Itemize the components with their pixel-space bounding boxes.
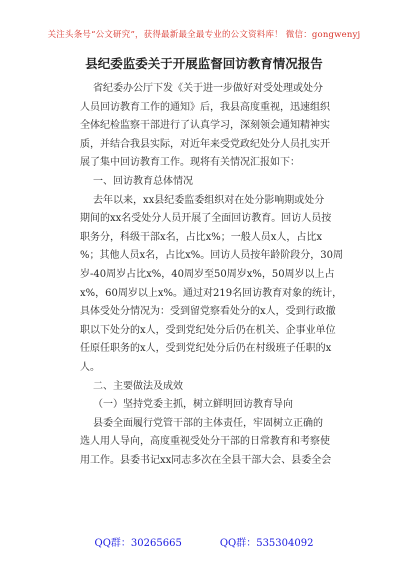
paragraph-line: 质，并结合我县实际，对近年来受党政纪处分人员扎实开 bbox=[80, 138, 330, 150]
document-title: 县纪委监委关于开展监督回访教育情况报告 bbox=[85, 56, 323, 71]
paragraph-line: 期间的xx名受处分人员开展了全面回访教育。回访人员按 bbox=[80, 213, 332, 225]
paragraph-line: x%，60周岁以上x%。通过对219名回访教育对象的统计， bbox=[80, 287, 343, 299]
subsection-heading: （一）坚持党委主抓，树立鲜明回访教育导向 bbox=[93, 399, 293, 411]
paragraph-line: 用工作。县委书记xx同志多次在全县干部大会、县委全会 bbox=[80, 454, 332, 466]
paragraph-line: %；其他人员x名，占比x%。回访人员按年龄阶段分，30周 bbox=[80, 250, 344, 262]
section-heading: 二、主要做法及成效 bbox=[93, 380, 183, 392]
paragraph-line: 选人用人导向，高度重视受处分干部的日常教育和考察使 bbox=[80, 436, 330, 448]
qq-group-2: QQ群：535304092 bbox=[219, 538, 314, 549]
paragraph-line: 岁-40周岁占比x%，40周岁至50周岁x%，50周岁以上占 bbox=[80, 268, 335, 280]
paragraph-line: 职务分，科级干部x名，占比x%；一般人员x人，占比x bbox=[80, 231, 323, 243]
paragraph-line: 人员回访教育工作的通知》后，我县高度重视，迅速组织 bbox=[80, 101, 330, 113]
section-heading: 一、回访教育总体情况 bbox=[93, 175, 193, 187]
paragraph-line: 展了集中回访教育工作。现将有关情况汇报如下： bbox=[80, 157, 300, 169]
paragraph-line: 任原任职务的x人，受到党纪处分后仍在村级班子任职的x bbox=[80, 343, 332, 355]
paragraph-line: 县委全面履行党管干部的主体责任，牢固树立正确的 bbox=[93, 417, 323, 429]
paragraph-line: 去年以来，xx县纪委监委组织对在处分影响期或处分 bbox=[93, 194, 325, 206]
paragraph-line: 全体纪检监察干部进行了认真学习，深刻领会通知精神实 bbox=[80, 120, 330, 132]
contact-footer bbox=[0, 534, 408, 549]
paragraph-line: 省纪委办公厅下发《关于进一步做好对受处理或处分 bbox=[93, 83, 323, 94]
qq-group-1: QQ群：30265665 bbox=[94, 538, 182, 549]
document-body bbox=[0, 80, 408, 470]
paragraph-line: 职以下处分的x人，受到党纪处分后仍在机关、企事业单位 bbox=[80, 324, 336, 336]
promo-banner: 关注头条号“公文研究”，获得最新最全最专业的公文资料库！ 微信：gongwenyj bbox=[47, 30, 361, 40]
paragraph-line: 人。 bbox=[80, 361, 100, 373]
paragraph-line: 具体受处分情况为：受到留党察看处分的x人，受到行政撤 bbox=[80, 306, 336, 318]
